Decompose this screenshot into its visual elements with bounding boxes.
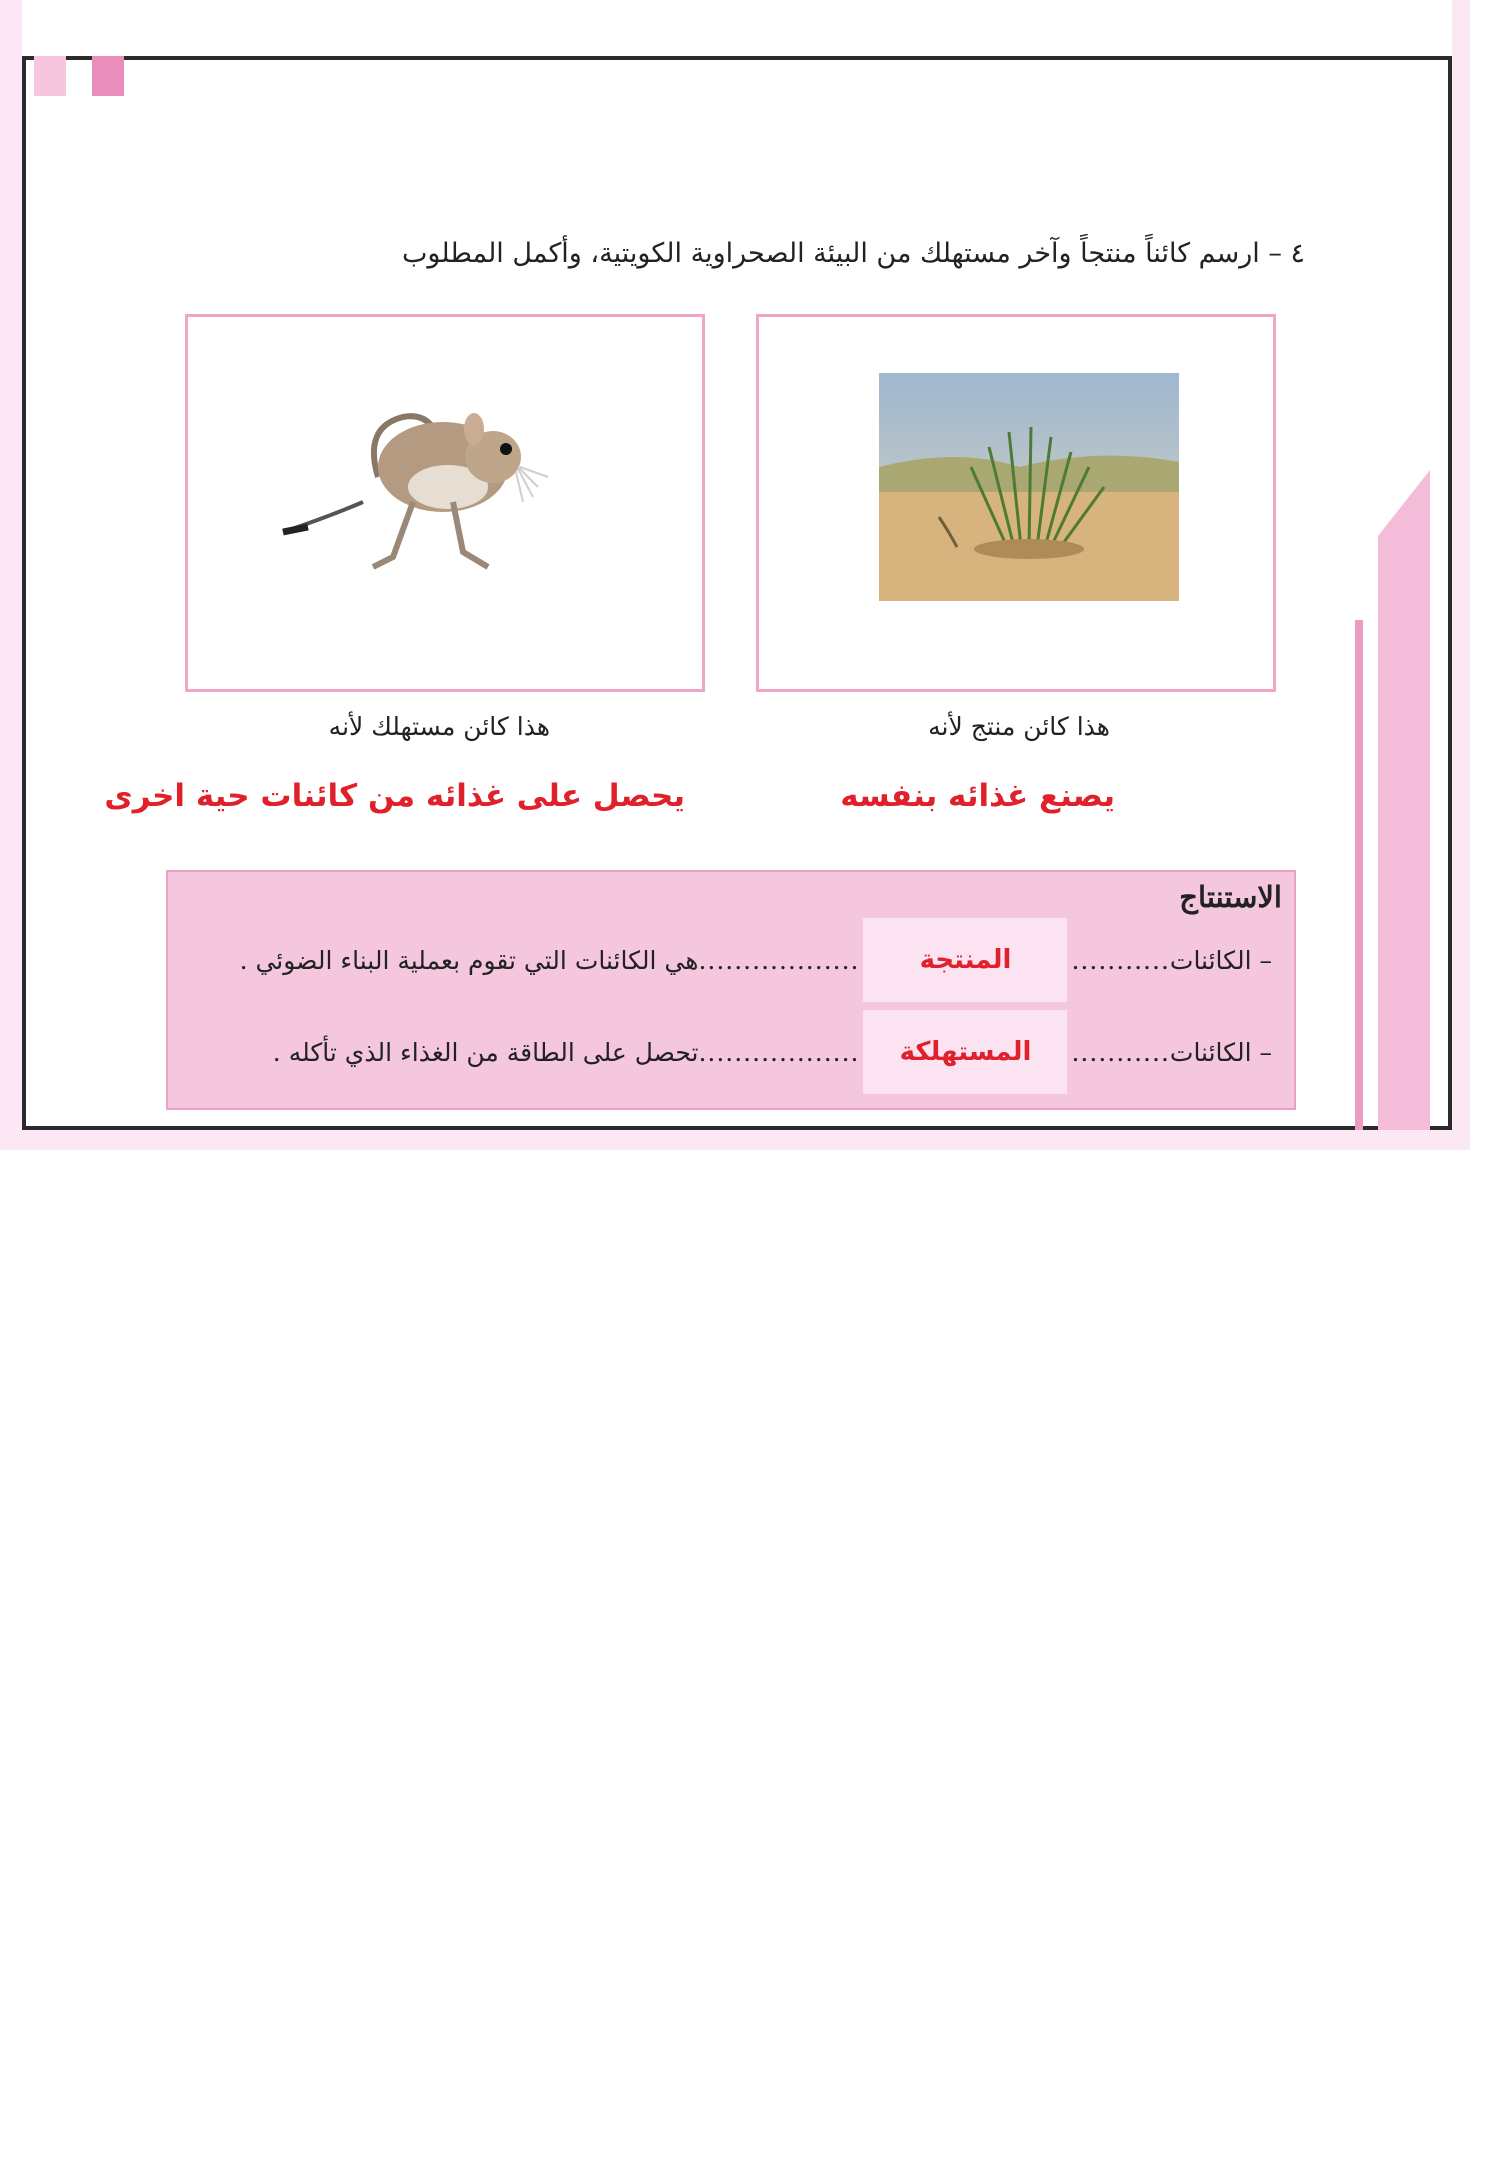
- consumer-caption: هذا كائن مستهلك لأنه: [328, 712, 550, 741]
- desert-plant-photo: [759, 317, 1273, 689]
- conclusion-line-2: [273, 1010, 1272, 1094]
- line-prefix: – الكائنات: [1169, 1037, 1272, 1067]
- line-suffix: تحصل على الطاقة من الغذاء الذي تأكله .: [272, 1037, 699, 1067]
- conclusion-title: الاستنتاج: [1179, 880, 1282, 914]
- line-dots: ...........: [1071, 1037, 1170, 1067]
- jerboa-illustration: [188, 317, 702, 689]
- decor-line: [1355, 620, 1363, 1130]
- decor-tab: [34, 56, 66, 96]
- producer-answer: يصنع غذائه بنفسه: [840, 778, 1115, 814]
- line-dots: ...........: [1071, 945, 1170, 975]
- producer-image-box: [756, 314, 1276, 692]
- conclusion-line-1: [240, 918, 1272, 1002]
- line-suffix: هي الكائنات التي تقوم بعملية البناء الضوئي .: [239, 945, 699, 975]
- answer-box-consumers: المستهلكة: [863, 1010, 1067, 1094]
- line-dots: ..................: [698, 945, 860, 975]
- conclusion-panel: [166, 870, 1296, 1110]
- line-prefix: – الكائنات: [1169, 945, 1272, 975]
- consumer-answer: يحصل على غذائه من كائنات حية اخرى: [104, 778, 685, 814]
- consumer-image-box: [185, 314, 705, 692]
- decor-tab: [92, 56, 124, 96]
- top-margin: [22, 0, 1452, 56]
- line-dots: ..................: [698, 1037, 860, 1067]
- decor-band: [1378, 470, 1430, 1130]
- producer-caption: هذا كائن منتج لأنه: [928, 712, 1110, 741]
- answer-box-producers: المنتجة: [863, 918, 1067, 1002]
- question-text: ٤ – ارسم كائناً منتجاً وآخر مستهلك من البيئة الصحراوية الكويتية، وأكمل المطلوب: [402, 238, 1305, 269]
